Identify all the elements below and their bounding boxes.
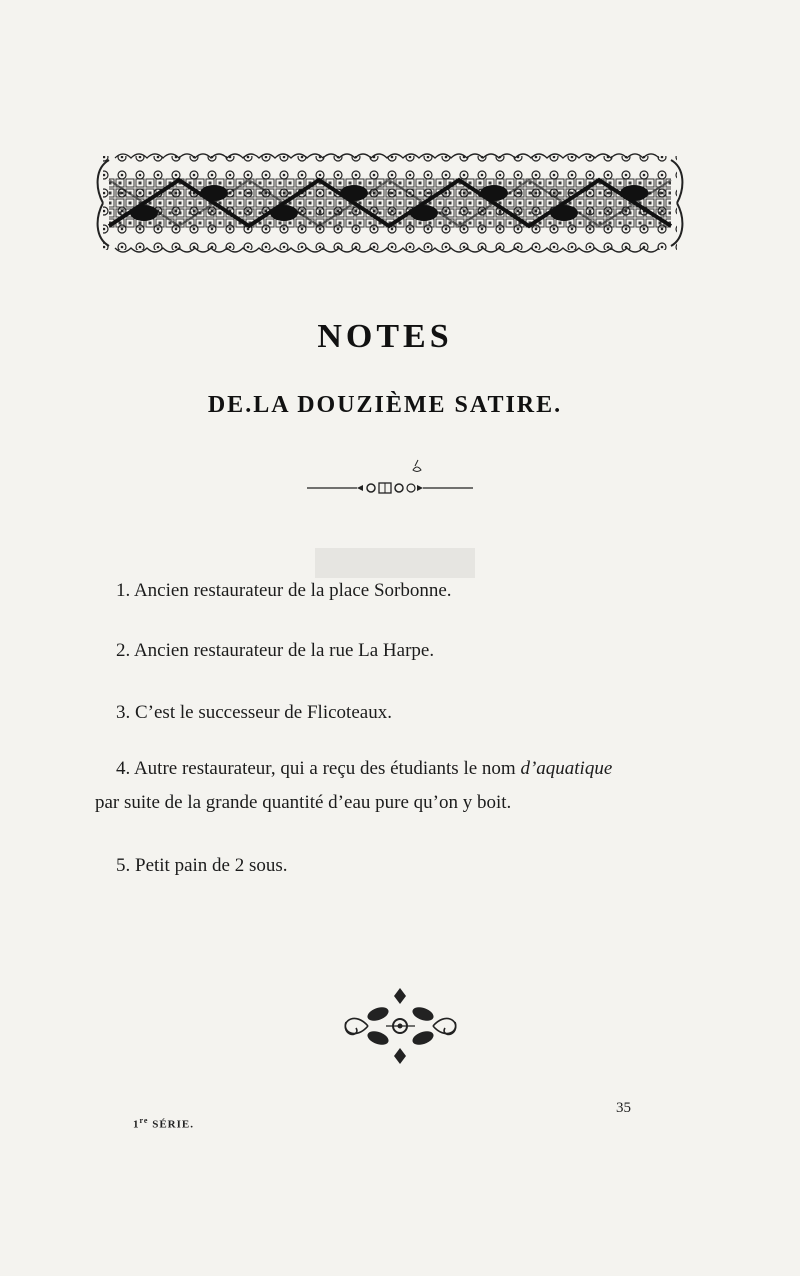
note-number: 3. [116,702,131,723]
note-continuation: par suite de la grande quantité d’eau pure qu’on y boit. [95,792,512,813]
series-signature [133,1116,194,1131]
note-text: Ancien restaurateur de la place Sorbonne. [133,580,452,601]
page-title: NOTES [317,318,453,355]
bleed-through-shadow [285,540,505,585]
note-text: Ancien restaurateur de la rue La Harpe. [133,640,435,661]
series-ordinal: re [139,1116,149,1125]
note-italic-term: d’aquatique [520,758,613,779]
page-number: 35 [616,1100,631,1116]
list-item [116,855,288,877]
series-word: SÉRIE. [152,1118,194,1131]
subtitle-dot: . [245,392,254,418]
subtitle-rest: LA DOUZIÈME SATIRE. [253,392,563,418]
list-item [116,580,452,602]
subtitle-prefix: DE [207,392,246,418]
title-rule-ornament [305,456,475,501]
note-text: Petit pain de 2 sous. [135,855,288,876]
list-item [116,702,392,724]
note-text: Autre restaurateur, qui a reçu des étudiants le nom [133,758,521,779]
list-item [116,758,612,780]
note-text: C’est le successeur de Flicoteaux. [135,702,392,723]
note-number: 2. [116,640,131,661]
headpiece-band-ornament [95,148,685,258]
note-number: 5. [116,855,131,876]
page-subtitle [0,392,770,419]
tailpiece-leaf-ornament [338,980,463,1072]
series-number: 1 [133,1118,140,1131]
note-number: 4. [116,758,131,779]
note-number: 1. [116,580,131,601]
list-item [116,640,434,662]
